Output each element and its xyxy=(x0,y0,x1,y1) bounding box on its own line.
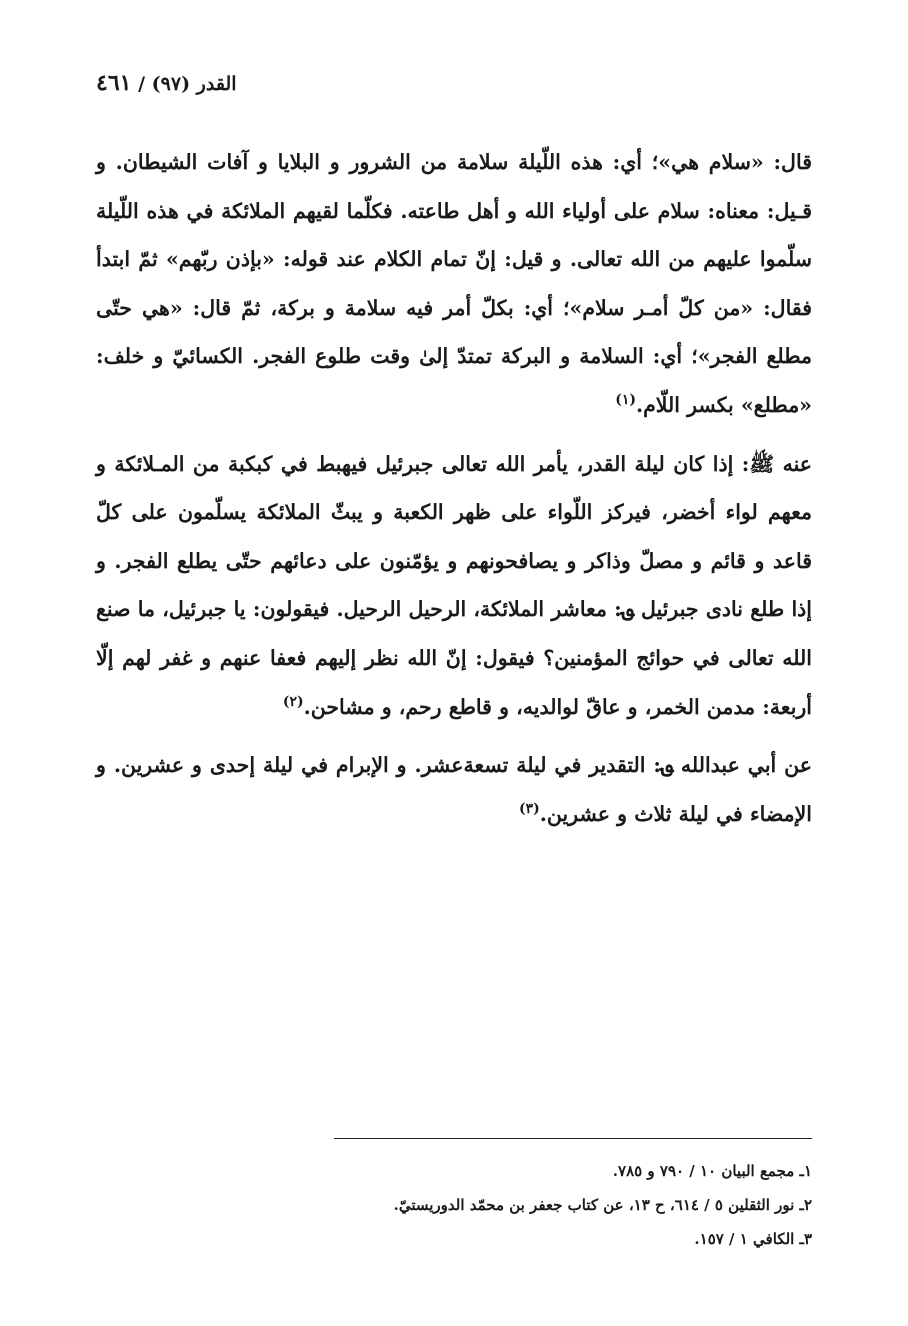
header-separator: / xyxy=(138,73,146,95)
footnote-item: ١ـ مجمع البيان ١٠ / ٧٩٠ و ٧٨٥. xyxy=(612,1162,812,1180)
running-header xyxy=(96,70,237,96)
chapter-title: القدر (٩٧) xyxy=(151,73,237,95)
footnote-ref[interactable]: (٢) xyxy=(282,693,304,710)
paragraph xyxy=(96,138,812,430)
footnote-ref[interactable]: (٣) xyxy=(518,800,540,817)
paragraph-text: عنه ﷺ: إذا كان ليلة القدر، يأمر الله تعالى جبرئيل فيهبط في كبكبة من المـلائكة و معهم لواء أخضر، فيركز اللّواء على ظهر الكعبة و يبثّ الملائكة يسلّمون على كلّ قاعد و قائم و مصلّ وذاكر و يصافحونهم و يؤمّنون على دعائهم حتّى يطلع الفجر. و إذا طلع نادى جبرئيل ؈: معاشر الملائكة، الرحيل الرحيل. فيقولون: يا جبرئيل، ما صنع الله تعالى في حوائج المؤمنين؟ فيقول: إنّ الله نظر إليهم فعفا عنهم و غفر لهم إلّا أربعة: مدمن الخمر، و عاقّ لوالديه، و قاطع رحم، و مشاحن. xyxy=(96,451,812,719)
paragraph-text: عن أبي عبدالله ؈: التقدير في ليلة تسعةعشر. و الإبرام في ليلة إحدى و عشرين. و الإمضاء في ليلة ثلاث و عشرين. xyxy=(96,753,812,826)
paragraph-text: قال: «سلام هي»؛ أي: هذه اللّيلة سلامة من الشرور و البلايا و آفات الشيطان. و قـيل: معناه: سلام على أولياء الله و أهل طاعته. فكلّما لقيهم الملائكة في هذه اللّيلة سلّموا عليهم من الله تعالى. و قيل: إنّ تمام الكلام عند قوله: «بإذن ربّهم» ثمّ ابتدأ فقال: «من كلّ أمـر سلام»؛ أي: بكلّ أمر فيه سلامة و بركة، ثمّ قال: «هي حتّى مطلع الفجر»؛ أي: السلامة و البركة تمتدّ إلىٰ وقت طلوع الفجر. الكسائيّ و خلف: «مطلع» بكسر اللّام. xyxy=(96,150,812,417)
body-text xyxy=(96,138,812,838)
paragraph xyxy=(96,741,812,838)
footnote-item: ٢ـ نور الثقلين ٥ / ٦١٤، ح ١٣، عن كتاب جعفر بن محمّد الدوريستيّ. xyxy=(393,1196,812,1214)
footnotes xyxy=(96,1154,812,1256)
page-number: ٤٦١ xyxy=(96,70,132,96)
footnote-ref[interactable]: (١) xyxy=(615,392,636,409)
footnote-item: ٣ـ الكافي ١ / ١٥٧. xyxy=(694,1230,812,1248)
paragraph xyxy=(96,440,812,732)
footnote-divider xyxy=(334,1138,812,1139)
